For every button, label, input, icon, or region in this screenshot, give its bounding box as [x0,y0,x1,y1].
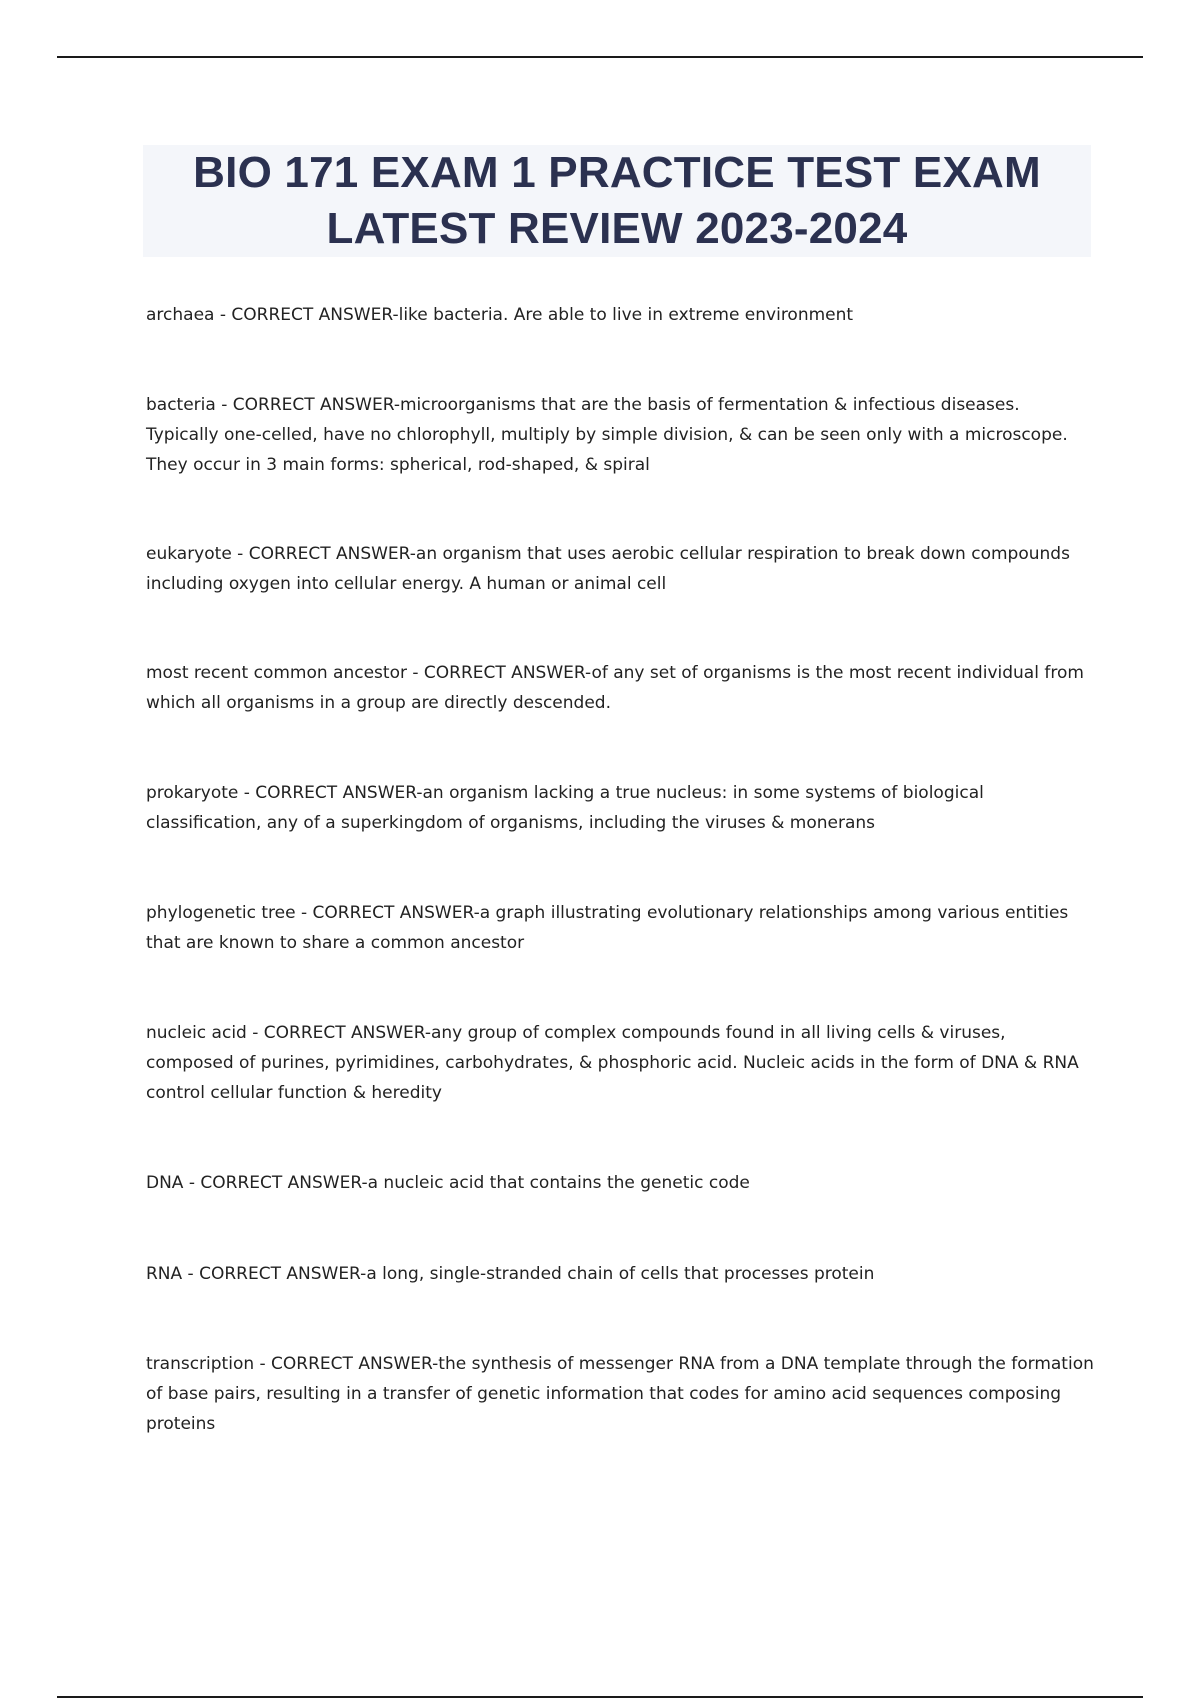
entry-transcription: transcription - CORRECT ANSWER-the synthesis of messenger RNA from a DNA template through the formation of base pairs, resulting in a transfer of genetic information that codes for amino acid sequences composing proteins [146,1354,1094,1434]
title-line-2: LATEST REVIEW 2023-2024 [326,204,908,253]
entry-mrca: most recent common ancestor - CORRECT ANSWER-of any set of organisms is the most recent individual from which all organisms in a group are directly descended. [146,663,1084,713]
entry-eukaryote: eukaryote - CORRECT ANSWER-an organism that uses aerobic cellular respiration to break down compounds including oxygen into cellular energy. A human or animal cell [146,544,1070,594]
entry-bacteria: bacteria - CORRECT ANSWER-microorganisms that are the basis of fermentation & infectious diseases. Typically one-celled, have no chlorophyll, multiply by simple division, & can be seen only with a microscope. They occur in 3 main forms: spherical, rod-shaped, & spiral [146,395,1068,475]
entry-rna: RNA - CORRECT ANSWER-a long, single-stranded chain of cells that processes protein [146,1264,875,1284]
title-line-1: BIO 171 EXAM 1 PRACTICE TEST EXAM [193,148,1041,197]
document-title [193,145,1041,257]
entry-phylogenetic-tree: phylogenetic tree - CORRECT ANSWER-a graph illustrating evolutionary relationships among various entities that are known to share a common ancestor [146,903,1069,953]
title-banner [143,145,1091,257]
entry-archaea: archaea - CORRECT ANSWER-like bacteria. Are able to live in extreme environment [146,305,854,325]
top-divider [57,56,1143,58]
bottom-divider [57,1696,1143,1698]
entry-nucleic-acid: nucleic acid - CORRECT ANSWER-any group of complex compounds found in all living cells & viruses, composed of purines, pyrimidines, carbohydrates, & phosphoric acid. Nucleic acids in the form of DNA & RNA control cellular function & heredity [146,1023,1079,1103]
entry-dna: DNA - CORRECT ANSWER-a nucleic acid that contains the genetic code [146,1173,750,1193]
entry-prokaryote: prokaryote - CORRECT ANSWER-an organism lacking a true nucleus: in some systems of biological classification, any of a superkingdom of organisms, including the viruses & monerans [146,783,984,833]
